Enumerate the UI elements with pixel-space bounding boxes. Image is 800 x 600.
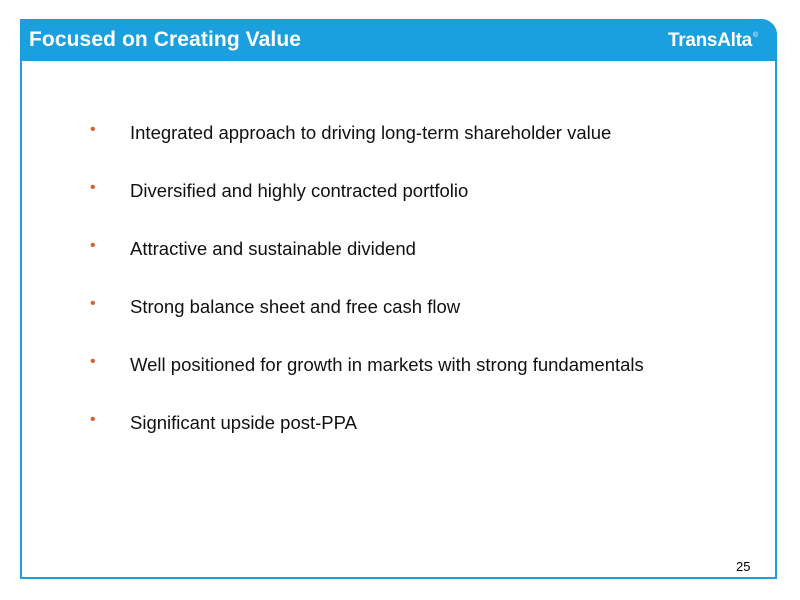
bullet-item (90, 278, 644, 336)
logo-text: TransAlta (668, 30, 752, 51)
slide-title: Focused on Creating Value (29, 28, 302, 51)
bullet-list (90, 104, 644, 452)
bullet-item (90, 162, 644, 220)
bullet-item (90, 220, 644, 278)
bullet-item (90, 104, 644, 162)
bullet-icon: • (90, 121, 96, 138)
transalta-logo (668, 30, 758, 52)
bullet-text: Well positioned for growth in markets with strong fundamentals (130, 354, 644, 375)
bullet-icon: • (90, 237, 96, 254)
bullet-icon: • (90, 411, 96, 428)
bullet-text: Diversified and highly contracted portfolio (130, 180, 469, 201)
bullet-text: Integrated approach to driving long-term shareholder value (130, 122, 612, 143)
bullet-text: Strong balance sheet and free cash flow (130, 296, 461, 317)
logo-trademark: ® (752, 32, 758, 39)
bullet-text: Attractive and sustainable dividend (130, 238, 416, 259)
bullet-item (90, 394, 644, 452)
bullet-item (90, 336, 644, 394)
page-number: 25 (736, 559, 751, 574)
bullet-text: Significant upside post-PPA (130, 412, 357, 433)
bullet-icon: • (90, 179, 96, 196)
bullet-icon: • (90, 295, 96, 312)
bullet-icon: • (90, 353, 96, 370)
